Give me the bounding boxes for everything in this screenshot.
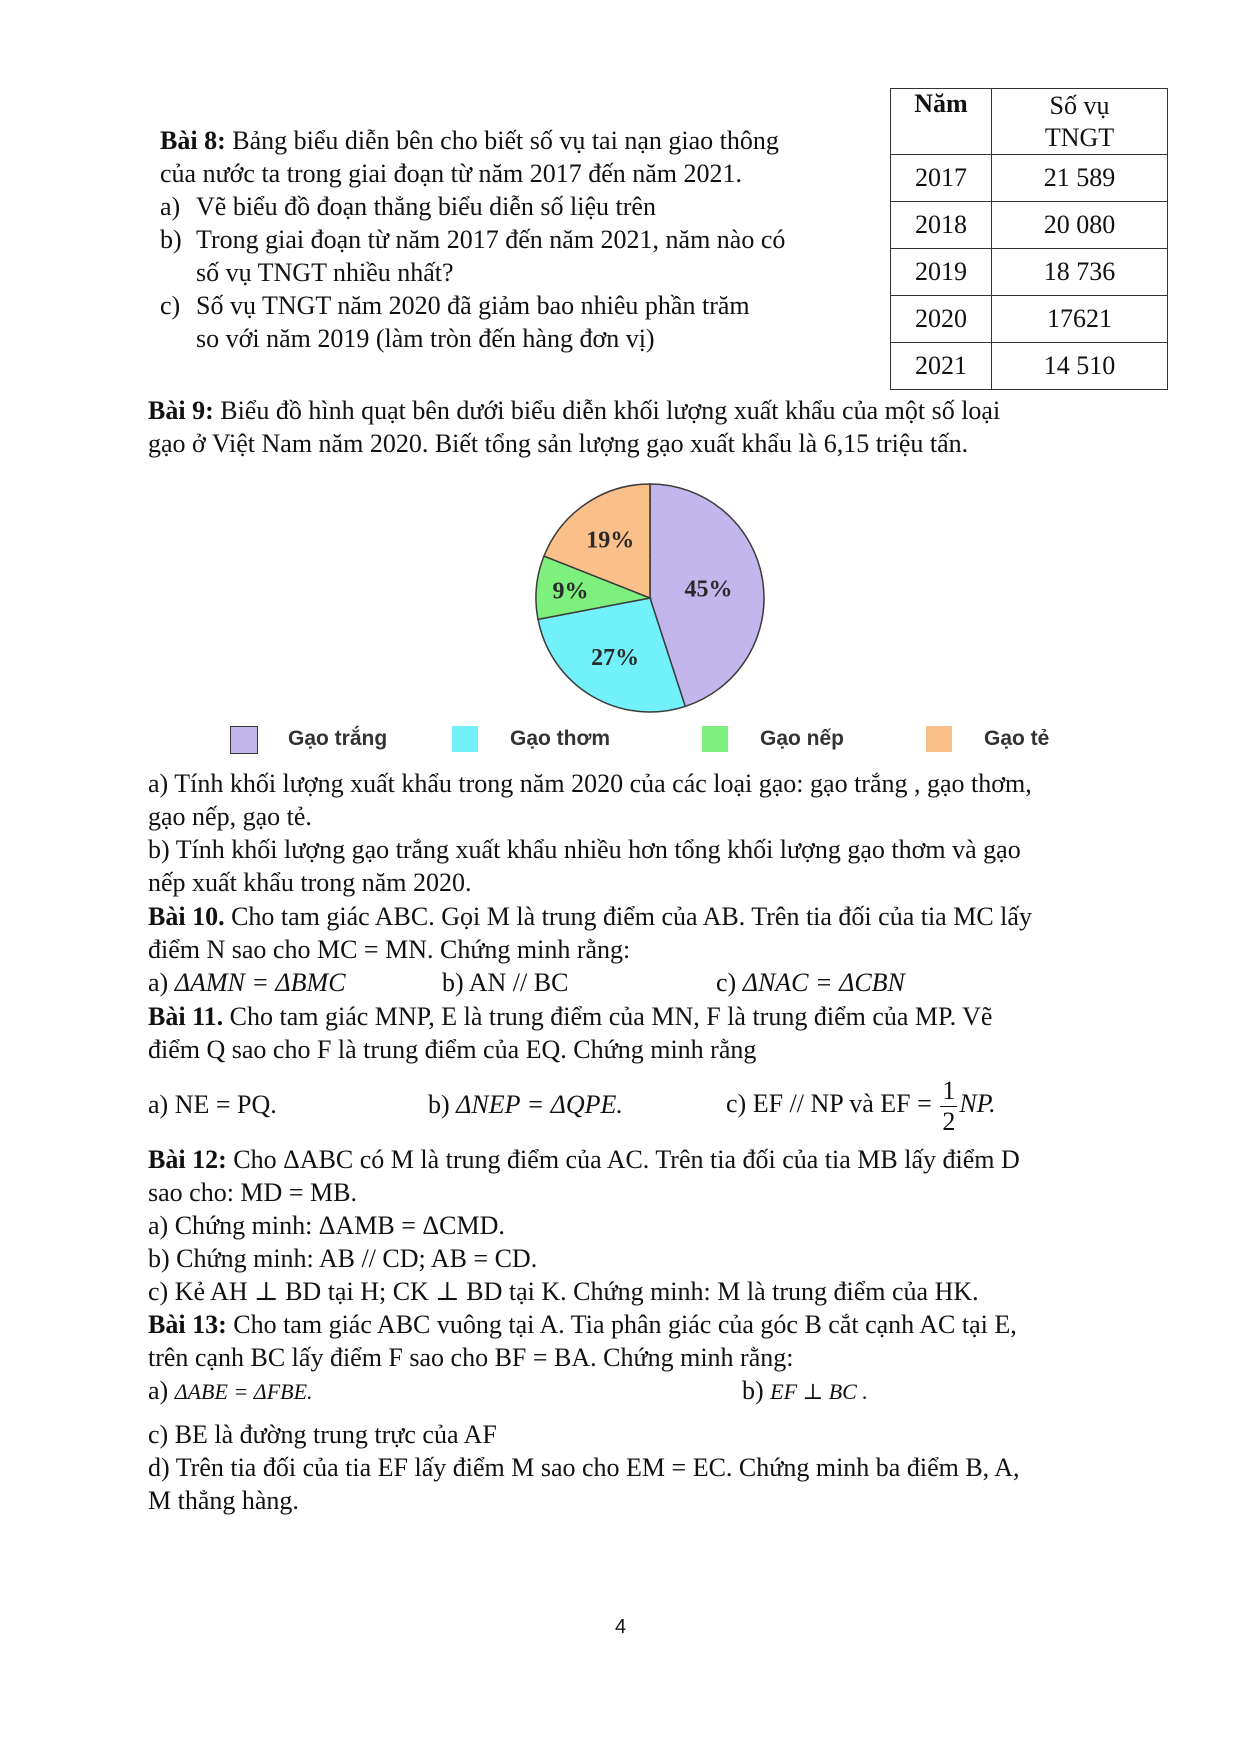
legend-swatch-gao-nep: [702, 726, 728, 752]
bai13-title: Bài 13:: [148, 1310, 227, 1339]
bai10-item-b: b) AN // BC: [442, 968, 569, 997]
legend-label-gao-nep: Gạo nếp: [760, 727, 845, 750]
table-row: 2017 21 589: [891, 155, 1168, 202]
bai12-line2: sao cho: MD = MB.: [148, 1178, 357, 1207]
pie-label-gao-thom: 27%: [591, 644, 640, 671]
bai8-item-a: a) Vẽ biểu đồ đoạn thẳng biểu diễn số liệu trên: [160, 192, 656, 221]
bai8-intro-line2: của nước ta trong giai đoạn từ năm 2017 đến năm 2021.: [160, 159, 743, 188]
bai8-item-b: b) Trong giai đoạn từ năm 2017 đến năm 2021, năm nào có: [160, 225, 786, 254]
bai8-title: Bài 8:: [160, 126, 226, 155]
pie-chart-svg: [520, 468, 780, 728]
pie-label-gao-trang: 45%: [684, 576, 733, 603]
bai9-item-a-line2: gạo nếp, gạo tẻ.: [148, 802, 312, 831]
bai11-line2: điểm Q sao cho F là trung điểm của EQ. Chứng minh rằng: [148, 1035, 757, 1064]
fraction-one-half: $\frac{1}{2}$: [942, 1075, 956, 1136]
table-row: 2021 14 510: [891, 343, 1168, 390]
bai9-title: Bài 9:: [148, 396, 214, 425]
bai9-intro-line2: gạo ở Việt Nam năm 2020. Biết tổng sản lượng gạo xuất khẩu là 6,15 triệu tấn.: [148, 429, 969, 458]
table-row: 2018 20 080: [891, 202, 1168, 249]
legend-swatch-gao-thom: [452, 726, 478, 752]
bai8-item-b-cont: số vụ TNGT nhiều nhất?: [196, 258, 454, 287]
bai11-item-c: c) EF // NP và EF = $\frac{1}{2}$ NP.: [726, 1075, 996, 1136]
pie-label-gao-nep: 9%: [552, 578, 589, 605]
bai12-title: Bài 12:: [148, 1145, 227, 1174]
bai11-item-a: a) NE = PQ.: [148, 1090, 277, 1119]
legend-swatch-gao-te: [926, 726, 952, 752]
table-header-count: Số vụ TNGT: [992, 89, 1168, 155]
bai12-item-c: c) Kẻ AH ⊥ BD tại H; CK ⊥ BD tại K. Chứng minh: M là trung điểm của HK.: [148, 1277, 979, 1306]
table-header-row: [891, 89, 1168, 155]
legend-label-gao-te: Gạo tẻ: [984, 727, 1050, 750]
bai9-item-b-line1: b) Tính khối lượng gạo trắng xuất khẩu nhiều hơn tổng khối lượng gạo thơm và gạo: [148, 835, 1021, 864]
bai12-item-b: b) Chứng minh: AB // CD; AB = CD.: [148, 1244, 538, 1273]
table-row: 2019 18 736: [891, 249, 1168, 296]
bai9-intro-line1: Bài 9: Biểu đồ hình quạt bên dưới biểu diễn khối lượng xuất khẩu của một số loại: [148, 396, 1001, 425]
bai11-line1: Bài 11. Cho tam giác MNP, E là trung điểm của MN, F là trung điểm của MP. Vẽ: [148, 1002, 993, 1031]
bai13-item-b: b) EF ⊥ BC .: [742, 1376, 868, 1405]
bai13-item-d-line1: d) Trên tia đối của tia EF lấy điểm M sao cho EM = EC. Chứng minh ba điểm B, A,: [148, 1453, 1020, 1482]
table-header-year: Năm: [891, 89, 992, 155]
bai13-line1: Bài 13: Cho tam giác ABC vuông tại A. Tia phân giác của góc B cắt cạnh AC tại E,: [148, 1310, 1017, 1339]
legend-label-gao-thom: Gạo thơm: [510, 727, 611, 750]
bai8-item-c-cont: so với năm 2019 (làm tròn đến hàng đơn vị): [196, 324, 655, 353]
bai13-item-d-line2: M thẳng hàng.: [148, 1486, 299, 1515]
bai12-line1: Bài 12: Cho ΔABC có M là trung điểm của AC. Trên tia đối của tia MB lấy điểm D: [148, 1145, 1020, 1174]
bai13-item-a: a) ΔABE = ΔFBE.: [148, 1376, 313, 1405]
bai11-item-b: b) ΔNEP = ΔQPE.: [428, 1090, 623, 1119]
pie-chart: [520, 468, 780, 728]
bai9-item-a-line1: a) Tính khối lượng xuất khẩu trong năm 2020 của các loại gạo: gạo trắng , gạo thơm,: [148, 769, 1032, 798]
bai9-item-b-line2: nếp xuất khẩu trong năm 2020.: [148, 868, 472, 897]
bai12-item-a: a) Chứng minh: ΔAMB = ΔCMD.: [148, 1211, 505, 1240]
bai10-line1: Bài 10. Cho tam giác ABC. Gọi M là trung điểm của AB. Trên tia đối của tia MC lấy: [148, 902, 1032, 931]
bai10-line2: điểm N sao cho MC = MN. Chứng minh rằng:: [148, 935, 631, 964]
bai13-item-c: c) BE là đường trung trực của AF: [148, 1420, 497, 1449]
bai10-item-a: a) ΔAMN = ΔBMC: [148, 968, 346, 997]
bai11-title: Bài 11.: [148, 1002, 224, 1031]
bai8-intro-line1: Bài 8: Bảng biểu diễn bên cho biết số vụ tai nạn giao thông: [160, 126, 779, 155]
bai10-title: Bài 10.: [148, 902, 225, 931]
bai10-item-c: c) ΔNAC = ΔCBN: [716, 968, 905, 997]
bai13-line2: trên cạnh BC lấy điểm F sao cho BF = BA. Chứng minh rằng:: [148, 1343, 794, 1372]
legend-swatch-gao-trang: [230, 726, 258, 754]
pie-label-gao-te: 19%: [586, 527, 635, 554]
bai8-item-c: c) Số vụ TNGT năm 2020 đã giảm bao nhiêu phần trăm: [160, 291, 750, 320]
table-row: 2020 17621: [891, 296, 1168, 343]
legend-label-gao-trang: Gạo trắng: [288, 727, 388, 750]
page-number: 4: [614, 1616, 627, 1638]
tngt-table: [890, 88, 1168, 390]
